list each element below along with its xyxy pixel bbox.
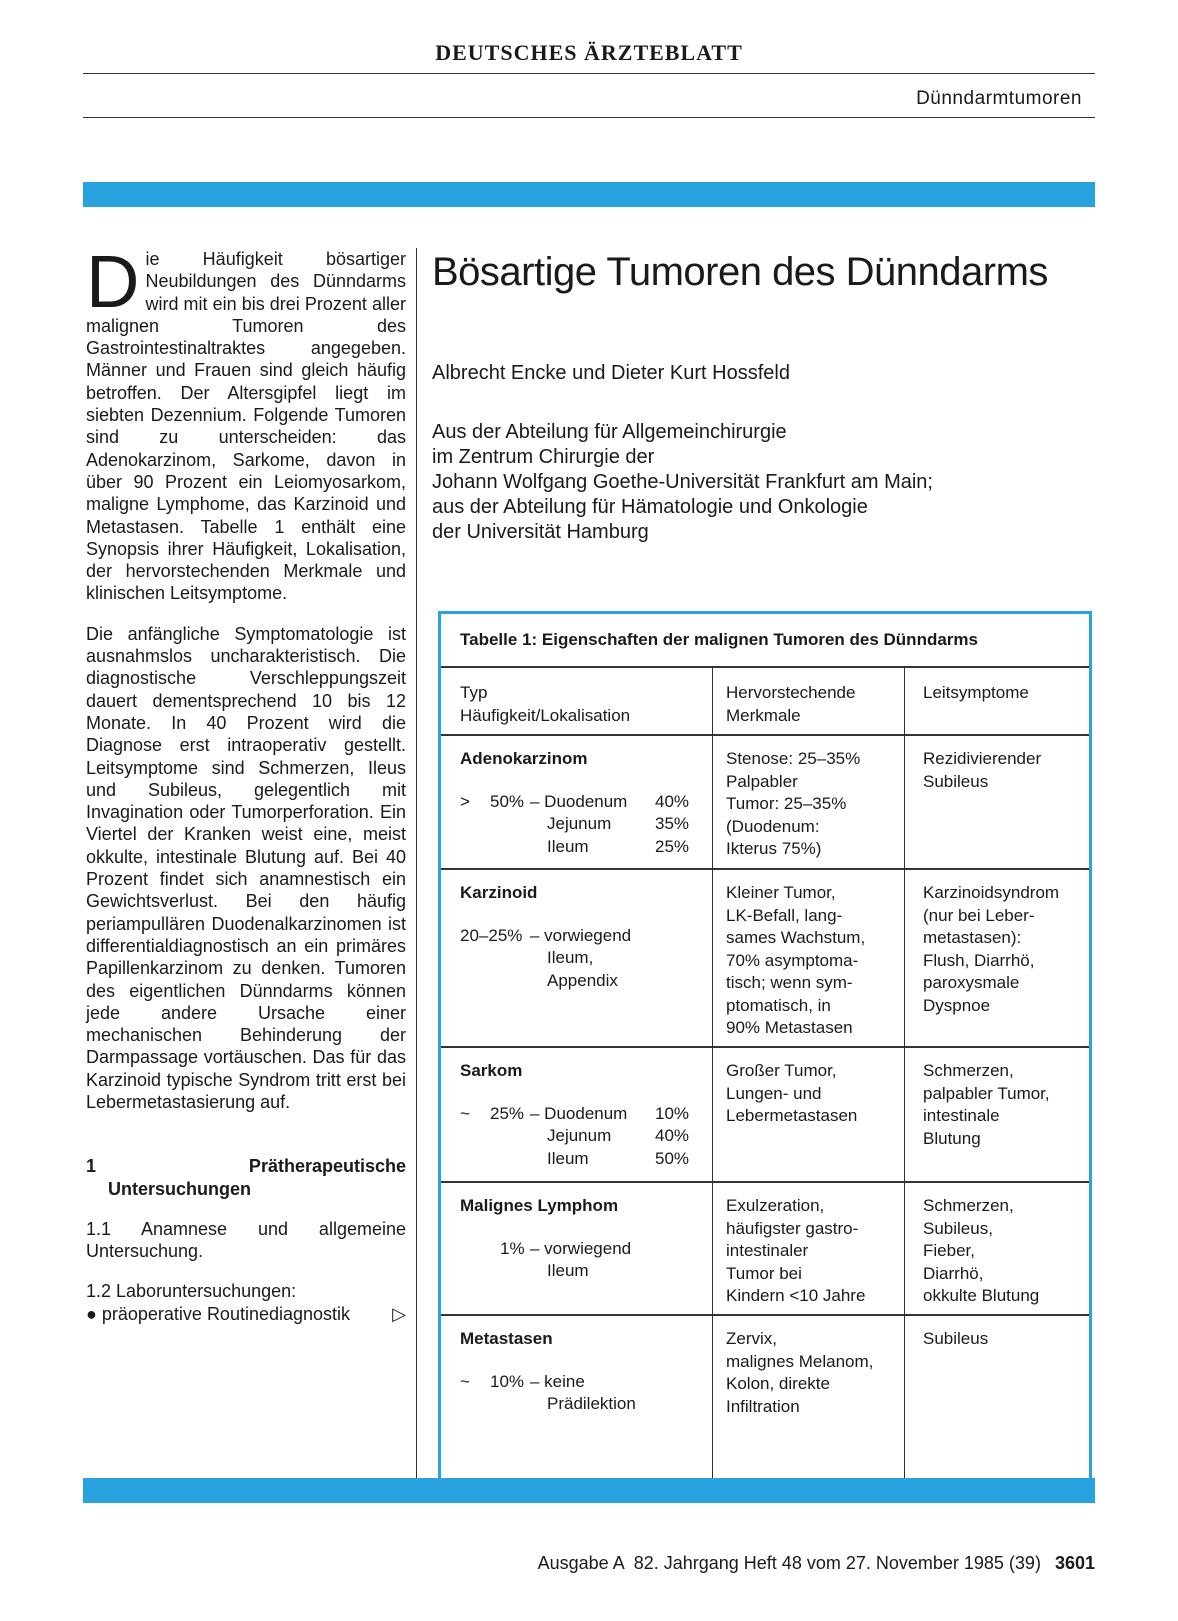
feature-line: Lungen- und (726, 1083, 822, 1103)
freq-val: 50% (655, 1148, 690, 1168)
freq-pct: 50% (490, 791, 525, 811)
tumor-name: Adenokarzinom (460, 749, 588, 768)
feature-line: Palpabler (726, 771, 798, 791)
freq-loc: – keine (530, 1371, 585, 1391)
article-authors: Albrecht Encke und Dieter Kurt Hossfeld (432, 362, 790, 384)
feature-line: Infiltration (726, 1396, 800, 1416)
freq-line (460, 1125, 710, 1148)
symptom-line: Subileus (923, 771, 989, 791)
freq-val: 40% (655, 1126, 690, 1145)
drop-cap: D (86, 240, 140, 323)
table-head-row (441, 668, 1089, 734)
features-cell (726, 748, 911, 861)
symptom-line: Schmerzen, (923, 1196, 1014, 1215)
head-col1-line: Typ (460, 683, 488, 702)
freq-line (460, 1260, 710, 1283)
freq-pct: 10% (490, 1371, 525, 1391)
feature-line: Stenose: 25–35% (726, 749, 861, 768)
left-column (86, 240, 406, 1325)
freq-line (460, 925, 710, 948)
feature-line: tisch; wenn sym- (726, 973, 853, 992)
section-label: Dünndarmtumoren (916, 88, 1082, 109)
freq-line (460, 1148, 710, 1171)
freq-loc: Prädilektion (547, 1394, 636, 1413)
feature-line: Kolon, direkte (726, 1374, 830, 1393)
freq-loc: Appendix (547, 970, 618, 990)
masthead: DEUTSCHES ÄRZTEBLATT (435, 40, 743, 65)
symptom-line: Rezidivierender (923, 749, 1042, 768)
symptom-line: Subileus (923, 1329, 989, 1348)
continue-arrow-icon: ▷ (392, 1303, 406, 1324)
symptom-line: Diarrhö, (923, 1263, 984, 1283)
freq-loc: – vorwiegend (530, 1238, 632, 1258)
symptom-line: Schmerzen, (923, 1061, 1014, 1080)
symptom-line: metastasen): (923, 928, 1022, 947)
issue-info: Ausgabe A 82. Jahrgang Heft 48 vom 27. November 1985 (39) (537, 1553, 1041, 1573)
freq-loc: – Duodenum (530, 1103, 628, 1123)
tumor-cell (460, 1060, 710, 1170)
symptoms-cell (923, 748, 1088, 793)
feature-line: 90% Metastasen (726, 1018, 853, 1037)
tumor-name: Malignes Lymphom (460, 1196, 619, 1215)
affiliation-line: Johann Wolfgang Goethe-Universität Frankfurt am Main; (432, 471, 933, 493)
freq-loc: Jejunum (547, 1126, 612, 1145)
freq-line (460, 791, 710, 814)
freq-line (460, 947, 710, 970)
freq-prefix: ~ (460, 1103, 470, 1123)
table-row (441, 734, 1089, 868)
symptom-line: paroxysmale (923, 973, 1020, 992)
symptom-line: Fieber, (923, 1241, 975, 1260)
freq-loc: Ileum (547, 1261, 589, 1280)
bottom-color-band (83, 1478, 1095, 1503)
feature-line: LK-Befall, lang- (726, 905, 843, 925)
section-rule (83, 117, 1095, 118)
symptom-line: Karzinoidsyndrom (923, 883, 1060, 902)
head-col1 (460, 682, 710, 727)
lead-paragraph-text: ie Häufigkeit bösartiger Neubildungen des Dünndarms wird mit ein bis drei Prozent aller malignen Tumoren des Gastrointestinaltraktes angegeben. Männer und Frauen sind gleich häufig betroffen. Der Altersgipfel liegt im siebten Dezennium. Folgende Tumoren sind zu unterscheiden: das Adenokarzinom, Sarkome, davon in über 90 Prozent ein Leiomyosarkom, maligne Lymphome, das Karzinoid und Metastasen. Tabelle 1 enthält eine Synopsis ihrer Häufigkeit, Lokalisation, der hervorstechenden Merkmale und klinischen Leitsymptome. (86, 249, 406, 604)
feature-line: Ikterus 75%) (726, 839, 822, 858)
feature-line: ptomatisch, in (726, 995, 831, 1015)
affiliation (432, 420, 933, 545)
feature-line: (Duodenum: (726, 816, 820, 836)
features-cell (726, 1195, 911, 1308)
freq-line (460, 1371, 710, 1394)
table-row (441, 868, 1089, 1046)
head-col3 (923, 682, 1088, 705)
table-row (441, 1046, 1089, 1181)
head-col2-line: Merkmale (726, 705, 801, 725)
features-cell (726, 1060, 911, 1128)
bullet-item: ● präoperative Routinediagnostik (86, 1303, 351, 1324)
feature-line: Exulzeration, (726, 1196, 825, 1215)
subsection-1: 1.1 Anamnese und allgemeine Untersuchung. (86, 1218, 406, 1262)
freq-val: 35% (655, 814, 690, 833)
symptom-line: Blutung (923, 1128, 981, 1148)
freq-pct: 25% (490, 1103, 525, 1123)
freq-prefix: > (460, 791, 470, 811)
feature-line: Lebermetastasen (726, 1106, 858, 1125)
feature-line: Tumor: 25–35% (726, 794, 847, 813)
freq-line (460, 836, 710, 859)
freq-loc: – Duodenum (530, 791, 628, 811)
feature-line: Großer Tumor, (726, 1061, 837, 1080)
symptom-line: Subileus, (923, 1218, 993, 1238)
lead-paragraph (86, 240, 406, 605)
feature-line: intestinaler (726, 1241, 809, 1260)
subsection-2 (86, 1280, 406, 1325)
freq-pct: 1% (500, 1238, 525, 1258)
symptom-line: palpabler Tumor, (923, 1083, 1050, 1103)
freq-line (460, 1238, 710, 1261)
features-cell (726, 882, 911, 1040)
header-rule (83, 73, 1095, 74)
freq-pct: 20–25% (460, 925, 523, 945)
body-paragraph: Die anfängliche Symptomatologie ist ausnahmslos uncharakteristisch. Die diagnostische Verschleppungszeit dauert dementsprechend 10 bis 12 Monate. In 40 Prozent wird die Diagnose erst intraoperativ gestellt. Leitsymptome sind Schmerzen, Ileus und Subileus, gelegentlich mit Invagination oder Tumorperforation. Ein Viertel der Kranken weist eine, meist okkulte, intestinale Blutung auf. Bei 40 Prozent findet sich anamnestisch ein Gewichtsverlust. Bei den häufig periampullären Duodenalkarzinomen ist differentialdiagnostisch an ein primäres Papillenkarzinom zu denken. Tumoren des eigentlichen Dünndarms können jede andere Ursache einer mechanischen Behinderung der Darmpassage vortäuschen. Das für das Karzinoid typische Syndrom tritt erst bei Lebermetastasierung auf. (86, 623, 406, 1112)
symptom-line: okkulte Blutung (923, 1286, 1040, 1305)
feature-line: häufigster gastro- (726, 1218, 859, 1238)
symptoms-cell (923, 1060, 1088, 1150)
symptom-line: (nur bei Leber- (923, 905, 1035, 925)
feature-line: Tumor bei (726, 1263, 802, 1283)
freq-line (460, 1103, 710, 1126)
affiliation-line: im Zentrum Chirurgie der (432, 446, 655, 468)
table-1 (438, 611, 1092, 1485)
symptom-line: Dyspnoe (923, 995, 991, 1015)
table-row (441, 1181, 1089, 1314)
features-cell (726, 1328, 911, 1418)
freq-prefix: ~ (460, 1371, 470, 1391)
table-row (441, 1314, 1089, 1485)
section-heading: 1 Prätherapeutische Untersuchungen (86, 1156, 406, 1199)
symptoms-cell (923, 882, 1088, 1017)
head-col1-line: Häufigkeit/Lokalisation (460, 705, 631, 725)
affiliation-line: aus der Abteilung für Hämatologie und Onkologie (432, 496, 868, 518)
freq-val: 40% (655, 791, 690, 811)
head-col2-line: Hervorstechende (726, 683, 856, 702)
freq-loc: – vorwiegend (530, 925, 632, 945)
head-col3-line: Leitsymptome (923, 683, 1029, 702)
page-number: 3601 (1054, 1553, 1095, 1573)
freq-loc: Jejunum (547, 814, 612, 833)
symptoms-cell (923, 1328, 1088, 1351)
feature-line: malignes Melanom, (726, 1351, 874, 1371)
top-color-band (83, 182, 1095, 207)
tumor-name: Metastasen (460, 1329, 553, 1348)
freq-val: 10% (655, 1103, 690, 1123)
freq-line (460, 1393, 710, 1416)
tumor-name: Karzinoid (460, 883, 538, 902)
page-footer (538, 1553, 1095, 1574)
feature-line: 70% asymptoma- (726, 950, 859, 970)
feature-line: Kleiner Tumor, (726, 883, 836, 902)
symptoms-cell (923, 1195, 1088, 1308)
affiliation-line: der Universität Hamburg (432, 521, 649, 543)
freq-line (460, 970, 710, 993)
tumor-cell (460, 882, 710, 992)
column-rule (416, 248, 417, 1484)
symptom-line: Flush, Diarrhö, (923, 950, 1035, 970)
feature-line: sames Wachstum, (726, 928, 866, 947)
article-title: Bösartige Tumoren des Dünndarms (432, 250, 1048, 294)
tumor-cell (460, 1328, 710, 1416)
table-caption: Tabelle 1: Eigenschaften der malignen Tumoren des Dünndarms (441, 614, 1089, 668)
freq-loc: Ileum (547, 1148, 589, 1168)
freq-line (460, 813, 710, 836)
feature-line: Zervix, (726, 1329, 777, 1348)
symptom-line: intestinale (923, 1106, 1000, 1125)
feature-line: Kindern <10 Jahre (726, 1286, 866, 1305)
head-col2 (726, 682, 911, 727)
affiliation-line: Aus der Abteilung für Allgemeinchirurgie (432, 421, 787, 443)
freq-val: 25% (655, 836, 690, 856)
subsection-2-title: 1.2 Laboruntersuchungen: (86, 1281, 297, 1302)
freq-loc: Ileum (547, 836, 589, 856)
tumor-name: Sarkom (460, 1061, 523, 1080)
tumor-cell (460, 748, 710, 858)
freq-loc: Ileum, (547, 948, 594, 967)
tumor-cell (460, 1195, 710, 1283)
